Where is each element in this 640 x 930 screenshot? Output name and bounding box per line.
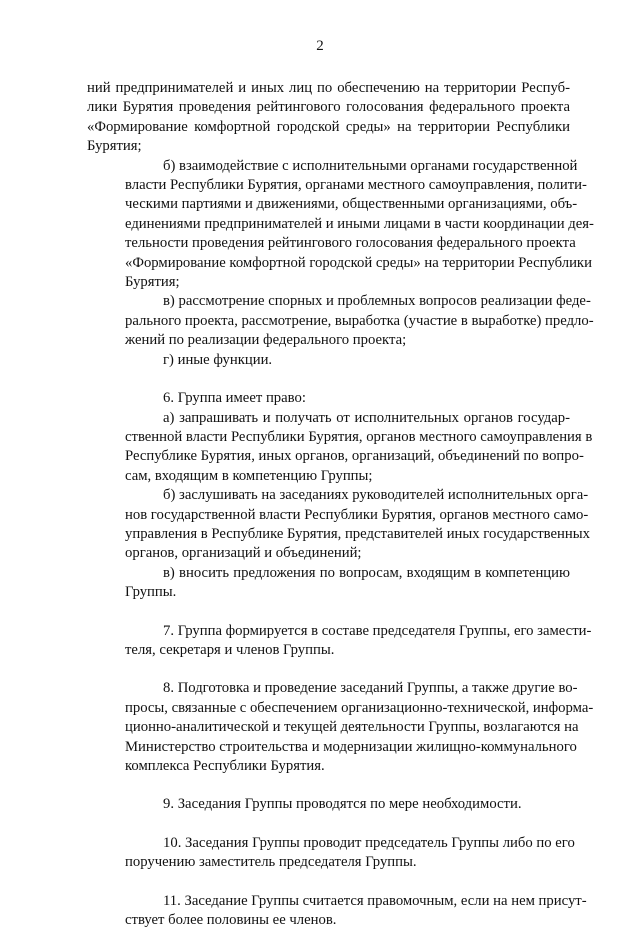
text-line: теля, секретаря и членов Группы. bbox=[125, 641, 335, 658]
text-line: Бурятия; bbox=[87, 138, 142, 155]
text-line: ственной власти Республики Бурятия, органов местного самоуправления в bbox=[125, 428, 593, 445]
text-line: органов, организаций и объединений; bbox=[125, 545, 362, 562]
text-line: Министерство строительства и модернизации жилищно-коммунального bbox=[125, 738, 577, 755]
paragraph-continuation bbox=[87, 79, 570, 157]
paragraph-item-v bbox=[87, 292, 594, 350]
text-line: «Формирование комфортной городской среды» на территории Республики bbox=[87, 118, 570, 135]
text-line: единениями предпринимателей и иными лицами в части координации дея- bbox=[125, 215, 594, 232]
text-line: сам, входящим в компетенцию Группы; bbox=[125, 467, 373, 484]
text-line: Республике Бурятия, иных органов, организаций, объединений по вопро- bbox=[125, 448, 584, 465]
text-line: тельности проведения рейтингового голосования федерального проекта bbox=[125, 235, 576, 252]
paragraph-item-b bbox=[87, 157, 594, 293]
text-line: Бурятия; bbox=[125, 274, 180, 291]
text-line: рального проекта, рассмотрение, выработка (участие в выработке) предло- bbox=[125, 312, 594, 329]
text-line: ционно-аналитической и текущей деятельности Группы, возлагаются на bbox=[125, 719, 579, 736]
text-line: 9. Заседания Группы проводятся по мере необходимости. bbox=[163, 796, 522, 813]
text-line: Группы. bbox=[125, 584, 177, 601]
paragraph-item-g bbox=[87, 351, 570, 370]
text-line: поручению заместитель председателя Группы. bbox=[125, 854, 417, 871]
text-line: комплекса Республики Бурятия. bbox=[125, 758, 325, 774]
document-body bbox=[87, 79, 594, 930]
text-line: жений по реализации федерального проекта; bbox=[125, 332, 407, 349]
paragraph-section-6-v bbox=[87, 564, 570, 603]
paragraph-section-10 bbox=[87, 834, 575, 873]
text-line: в) рассмотрение спорных и проблемных вопросов реализации феде- bbox=[163, 293, 591, 310]
paragraph-section-6 bbox=[87, 389, 570, 408]
text-line: 8. Подготовка и проведение заседаний Группы, а также другие во- bbox=[163, 680, 578, 697]
paragraph-section-6-b bbox=[87, 486, 590, 564]
text-line: ствует более половины ее членов. bbox=[125, 912, 337, 929]
text-line: просы, связанные с обеспечением организационно-технической, информа- bbox=[125, 699, 594, 716]
text-line: власти Республики Бурятия, органами местного самоуправления, полити- bbox=[125, 177, 587, 194]
paragraph-section-7 bbox=[87, 622, 592, 661]
page-number: 2 bbox=[316, 38, 324, 54]
text-line: ческими партиями и движениями, общественными организациями, объ- bbox=[125, 196, 578, 213]
text-line: в) вносить предложения по вопросам, входящим в компетенцию bbox=[163, 564, 570, 581]
paragraph-section-11 bbox=[87, 892, 587, 930]
text-line: г) иные функции. bbox=[163, 351, 273, 368]
text-line: б) заслушивать на заседаниях руководителей исполнительных орга- bbox=[163, 487, 589, 504]
text-line: а) запрашивать и получать от исполнительных органов государ- bbox=[163, 409, 570, 426]
text-line: лики Бурятия проведения рейтингового голосования федерального проекта bbox=[87, 99, 570, 116]
text-line: управления в Республике Бурятия, представителей иных государственных bbox=[125, 525, 590, 542]
text-line: 11. Заседание Группы считается правомочным, если на нем присут- bbox=[163, 892, 587, 909]
text-line: 6. Группа имеет право: bbox=[163, 390, 306, 407]
text-line: 7. Группа формируется в составе председателя Группы, его замести- bbox=[163, 622, 592, 639]
paragraph-section-8 bbox=[87, 679, 594, 776]
text-line: б) взаимодействие с исполнительными органами государственной bbox=[163, 157, 578, 174]
text-line: 10. Заседания Группы проводит председатель Группы либо по его bbox=[163, 834, 575, 851]
text-line: ний предпринимателей и иных лиц по обеспечению на территории Респуб- bbox=[87, 80, 570, 96]
paragraph-section-9 bbox=[87, 795, 570, 814]
text-line: «Формирование комфортной городской среды» на территории Республики bbox=[125, 254, 592, 271]
paragraph-section-6-a bbox=[87, 409, 593, 487]
text-line: нов государственной власти Республики Бурятия, органов местного само- bbox=[125, 506, 589, 523]
